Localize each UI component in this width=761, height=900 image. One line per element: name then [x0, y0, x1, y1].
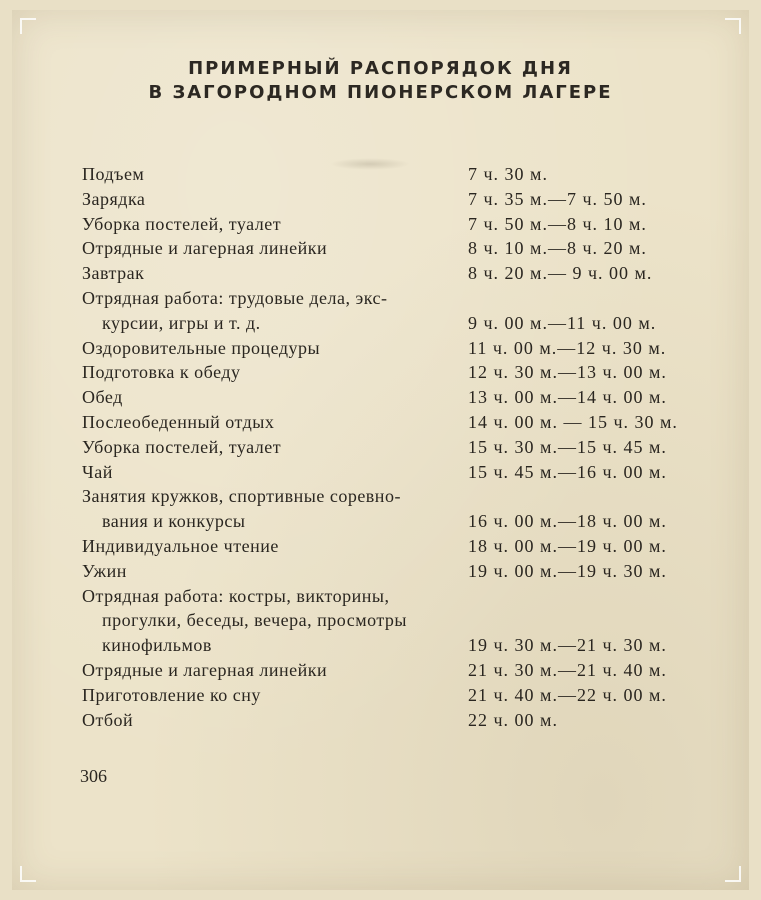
- activity-label: Отрядная работа: костры, викторины,: [82, 585, 390, 606]
- schedule-row: [12, 385, 749, 410]
- activity-time: 8 ч. 20 м.— 9 ч. 00 м.: [468, 263, 653, 284]
- activity-time: 13 ч. 00 м.—14 ч. 00 м.: [468, 387, 667, 408]
- activity-time: 16 ч. 00 м.—18 ч. 00 м.: [468, 511, 667, 532]
- activity-label: Послеобеденный отдых: [82, 412, 275, 432]
- activity-label: Подготовка к обеду: [82, 362, 241, 383]
- page-title-line-1: ПРИМЕРНЫЙ РАСПОРЯДОК ДНЯ: [188, 58, 573, 79]
- activity-time: 22 ч. 00 м.: [468, 709, 558, 730]
- activity-time: 19 ч. 30 м.—21 ч. 30 м.: [468, 635, 667, 656]
- activity-time: 14 ч. 00 м. — 15 ч. 30 м.: [468, 412, 678, 432]
- activity-label: прогулки, беседы, вечера, просмотры: [102, 610, 408, 631]
- activity-label: курсии, игры и т. д.: [102, 312, 261, 333]
- activity-time: 21 ч. 40 м.—22 ч. 00 м.: [468, 684, 667, 705]
- activity-label: Отрядные и лагерная линейки: [82, 660, 328, 680]
- page-title-line-2: В ЗАГОРОДНОМ ПИОНЕРСКОМ ЛАГЕРЕ: [148, 82, 613, 103]
- activity-time: 12 ч. 30 м.—13 ч. 00 м.: [468, 362, 667, 383]
- activity-time: 7 ч. 50 м.—8 ч. 10 м.: [468, 213, 647, 234]
- corner-mark: [20, 866, 36, 882]
- activity-time: 8 ч. 10 м.—8 ч. 20 м.: [468, 238, 647, 259]
- schedule-row: [12, 236, 749, 261]
- activity-time: 11 ч. 00 м.—12 ч. 30 м.: [468, 337, 667, 358]
- book-page: [12, 10, 749, 890]
- activity-label: Уборка постелей, туалет: [82, 213, 282, 234]
- activity-time: 15 ч. 30 м.—15 ч. 45 м.: [468, 436, 667, 457]
- activity-label: Отрядные и лагерная линейки: [82, 238, 328, 259]
- schedule-row: [12, 559, 749, 584]
- page-number: 306: [80, 766, 107, 786]
- schedule-row: [12, 658, 749, 683]
- activity-time: 7 ч. 35 м.—7 ч. 50 м.: [468, 188, 647, 209]
- activity-label: Отрядная работа: трудовые дела, экс-: [82, 288, 388, 308]
- activity-label: Обед: [82, 387, 123, 408]
- activity-label: Занятия кружков, спортивные соревно-: [82, 486, 401, 507]
- activity-label: Подъем: [82, 164, 145, 184]
- activity-label: Зарядка: [82, 188, 146, 209]
- activity-label: Завтрак: [82, 263, 145, 284]
- activity-time: 7 ч. 30 м.: [468, 164, 548, 184]
- schedule-row: [12, 410, 749, 435]
- schedule-row: [12, 708, 749, 733]
- schedule-row: [12, 162, 749, 187]
- activity-time: 15 ч. 45 м.—16 ч. 00 м.: [468, 461, 667, 482]
- schedule-row: [12, 484, 749, 534]
- activity-time: 9 ч. 00 м.—11 ч. 00 м.: [468, 312, 657, 333]
- schedule-row: [12, 286, 749, 336]
- activity-time: 19 ч. 00 м.—19 ч. 30 м.: [468, 560, 667, 581]
- schedule-row: [12, 261, 749, 286]
- activity-label: Индивидуальное чтение: [82, 536, 279, 556]
- schedule-row: [12, 435, 749, 460]
- corner-mark: [725, 18, 741, 34]
- activity-label: Оздоровительные процедуры: [82, 337, 321, 358]
- activity-label: Уборка постелей, туалет: [82, 436, 282, 457]
- schedule-row: [12, 683, 749, 708]
- activity-label: Ужин: [82, 560, 127, 581]
- schedule-row: [12, 360, 749, 385]
- activity-label: Приготовление ко сну: [82, 684, 261, 705]
- corner-mark: [725, 866, 741, 882]
- schedule-row: [12, 212, 749, 237]
- activity-time: 18 ч. 00 м.—19 ч. 00 м.: [468, 536, 667, 556]
- schedule-row: [12, 460, 749, 485]
- activity-label: кинофильмов: [102, 635, 212, 656]
- activity-time: 21 ч. 30 м.—21 ч. 40 м.: [468, 660, 667, 680]
- corner-mark: [20, 18, 36, 34]
- activity-label: Чай: [82, 461, 113, 482]
- schedule-row: [12, 187, 749, 212]
- activity-label: вания и конкурсы: [102, 511, 246, 532]
- activity-label: Отбой: [82, 709, 134, 730]
- schedule-row: [12, 584, 749, 658]
- schedule-row: [12, 336, 749, 361]
- schedule-row: [12, 534, 749, 559]
